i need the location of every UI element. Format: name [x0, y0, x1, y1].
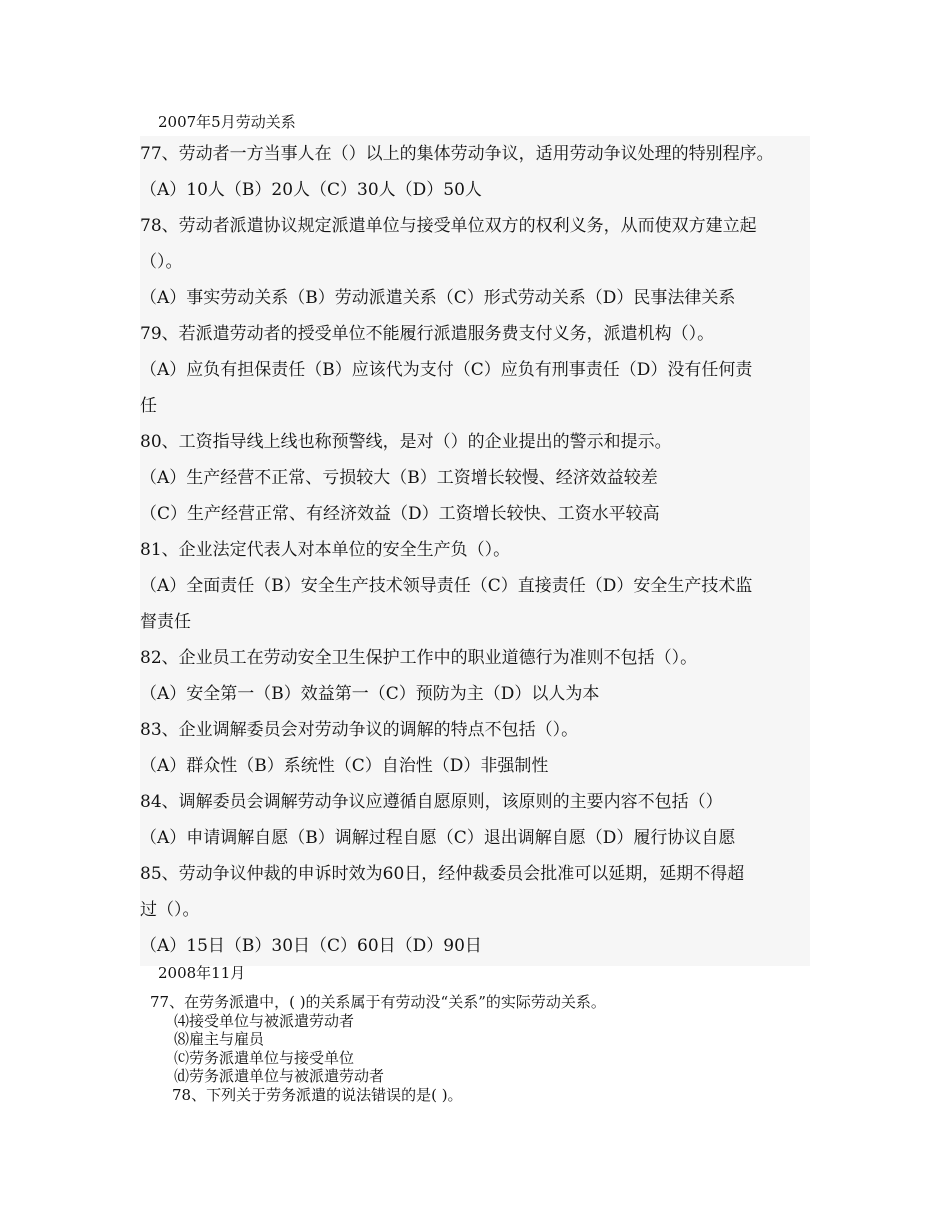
- question-84: 84、调解委员会调解劳动争议应遵循自愿原则，该原则的主要内容不包括（）: [140, 792, 723, 812]
- question-79: 79、若派遣劳动者的授受单位不能履行派遣服务费支付义务，派遣机构（）。: [140, 324, 715, 344]
- question-81: 81、企业法定代表人对本单位的安全生产负（）。: [140, 540, 511, 560]
- question-block-2007: [140, 136, 810, 966]
- question-78-2008: 78、下列关于劳务派遣的说法错误的是( )。: [172, 1085, 463, 1104]
- options-82: （A）安全第一（B）效益第一（C）预防为主（D）以人为本: [140, 684, 600, 704]
- options-81-cont: 督责任: [140, 612, 191, 632]
- question-80: 80、工资指导线上线也称预警线，是对（）的企业提出的警示和提示。: [140, 432, 672, 452]
- options-78: （A）事实劳动关系（B）劳动派遣关系（C）形式劳动关系（D）民事法律关系: [140, 288, 736, 308]
- question-85: 85、劳动争议仲裁的申诉时效为60日，经仲裁委员会批准可以延期，延期不得超: [140, 864, 745, 884]
- question-77: 77、劳动者一方当事人在（）以上的集体劳动争议，适用劳动争议处理的特别程序。: [140, 144, 774, 164]
- options-79-cont: 任: [140, 396, 157, 416]
- options-83: （A）群众性（B）系统性（C）自治性（D）非强制性: [140, 756, 549, 776]
- question-78: 78、劳动者派遣协议规定派遣单位与接受单位双方的权利义务，从而使双方建立起: [140, 216, 757, 236]
- options-84: （A）申请调解自愿（B）调解过程自愿（C）退出调解自愿（D）履行协议自愿: [140, 828, 736, 848]
- section-heading-2007: 2007年5月劳动关系: [158, 113, 296, 131]
- question-82: 82、企业员工在劳动安全卫生保护工作中的职业道德行为准则不包括（）。: [140, 648, 698, 668]
- option-c-2008: ⒞劳务派遣单位与接受单位: [174, 1048, 355, 1067]
- question-83: 83、企业调解委员会对劳动争议的调解的特点不包括（）。: [140, 720, 579, 740]
- option-b-2008: ⑻雇主与雇员: [174, 1030, 265, 1048]
- question-77-2008: 77、在劳务派遣中，( )的关系属于有劳动没“关系”的实际劳动关系。: [150, 993, 606, 1011]
- section-heading-2008: 2008年11月: [158, 964, 246, 982]
- options-77: （A）10人（B）20人（C）30人（D）50人: [140, 180, 482, 200]
- option-d-2008: ⒟劳务派遣单位与被派遣劳动者: [174, 1067, 385, 1085]
- option-a-2008: ⑷接受单位与被派遣劳动者: [174, 1011, 355, 1030]
- options-81: （A）全面责任（B）安全生产技术领导责任（C）直接责任（D）安全生产技术监: [140, 576, 753, 596]
- options-79: （A）应负有担保责任（B）应该代为支付（C）应负有刑事责任（D）没有任何责: [140, 360, 753, 380]
- options-80-cd: （C）生产经营正常、有经济效益（D）工资增长较快、工资水平较高: [140, 504, 660, 524]
- question-85-cont: 过（）。: [140, 900, 200, 920]
- options-80-ab: （A）生产经营不正常、亏损较大（B）工资增长较慢、经济效益较差: [140, 468, 658, 488]
- question-78-cont: （）。: [140, 252, 183, 272]
- options-85: （A）15日（B）30日（C）60日（D）90日: [140, 936, 482, 956]
- question-block-2008: [150, 993, 850, 1104]
